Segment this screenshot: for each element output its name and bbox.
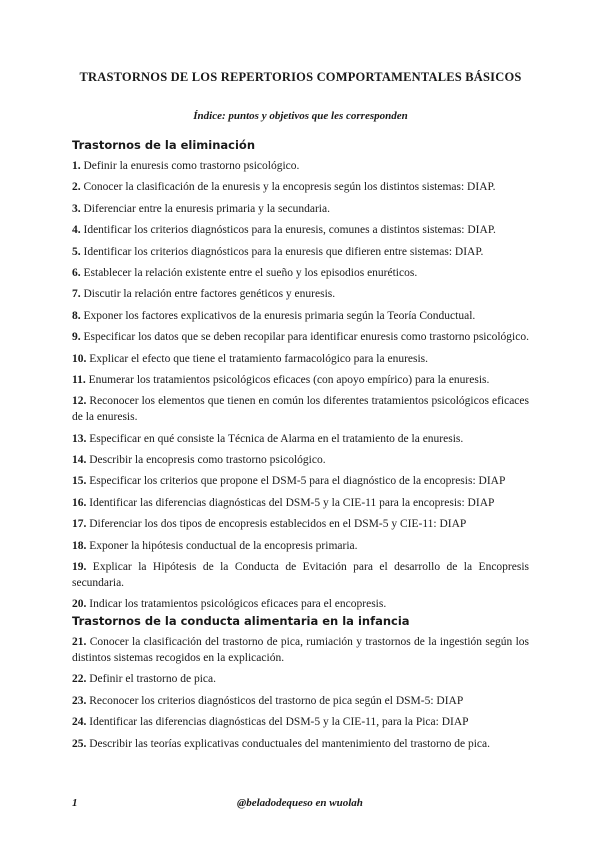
item-number: 6. bbox=[72, 266, 81, 279]
item-number: 14. bbox=[72, 454, 87, 467]
list-item bbox=[72, 495, 529, 511]
item-number: 8. bbox=[72, 309, 81, 322]
item-text: Definir la enuresis como trastorno psicológico. bbox=[80, 160, 300, 172]
item-number: 23. bbox=[72, 694, 87, 707]
list-item bbox=[72, 693, 529, 709]
item-text: Identificar las diferencias diagnósticas del DSM-5 y la CIE-11 para la encopresis: DIAP bbox=[86, 496, 495, 509]
item-number: 19. bbox=[72, 561, 87, 574]
item-text: Conocer la clasificación de la enuresis y la encopresis según los distintos sistemas: DIAP. bbox=[80, 181, 496, 194]
item-number: 3. bbox=[72, 202, 81, 215]
list-item bbox=[72, 714, 529, 730]
item-text: Especificar los datos que se deben recopilar para identificar enuresis como trastorno psicológico. bbox=[80, 331, 529, 344]
list-item bbox=[72, 393, 529, 425]
item-number: 24. bbox=[72, 716, 87, 729]
item-text: Discutir la relación entre factores genéticos y enuresis. bbox=[80, 288, 336, 301]
list-item bbox=[72, 201, 529, 217]
item-text: Establecer la relación existente entre el sueño y los episodios enuréticos. bbox=[80, 266, 418, 279]
list-item bbox=[72, 244, 529, 260]
list-item bbox=[72, 372, 529, 388]
item-text: Explicar el efecto que tiene el tratamiento farmacológico para la enuresis. bbox=[86, 352, 429, 365]
list-item bbox=[72, 431, 529, 447]
item-number: 22. bbox=[72, 673, 87, 686]
list-item bbox=[72, 351, 529, 367]
item-text: Reconocer los criterios diagnósticos del trastorno de pica según el DSM-5: DIAP bbox=[86, 694, 464, 707]
section-conducta-alimentaria bbox=[72, 614, 529, 757]
item-number: 5. bbox=[72, 245, 81, 258]
item-number: 2. bbox=[72, 181, 81, 194]
list-item bbox=[72, 473, 529, 489]
list-item bbox=[72, 736, 529, 752]
section-heading: Trastornos de la conducta alimentaria en la infancia bbox=[72, 614, 410, 628]
item-number: 1. bbox=[72, 160, 81, 172]
item-text: Diferenciar los dos tipos de encopresis establecidos en el DSM-5 y CIE-11: DIAP bbox=[86, 518, 467, 531]
item-text: Exponer los factores explicativos de la enuresis primaria según la Teoría Conductual. bbox=[80, 309, 476, 322]
item-number: 10. bbox=[72, 352, 87, 365]
item-number: 25. bbox=[72, 737, 87, 750]
item-number: 20. bbox=[72, 598, 87, 611]
item-text: Describir las teorías explicativas conductuales del mantenimiento del trastorno de pica. bbox=[86, 737, 491, 750]
list-item bbox=[72, 286, 529, 302]
item-text: Definir el trastorno de pica. bbox=[86, 673, 217, 686]
item-text: Indicar los tratamientos psicológicos eficaces para el encopresis. bbox=[86, 598, 387, 611]
item-number: 18. bbox=[72, 539, 87, 552]
list-item bbox=[72, 222, 529, 238]
document-title: TRASTORNOS DE LOS REPERTORIOS COMPORTAMENTALES BÁSICOS bbox=[79, 70, 522, 84]
item-number: 16. bbox=[72, 496, 87, 509]
document-page bbox=[72, 0, 529, 848]
item-number: 17. bbox=[72, 518, 87, 531]
item-number: 13. bbox=[72, 432, 87, 445]
item-number: 21. bbox=[72, 636, 87, 648]
item-number: 12. bbox=[72, 395, 87, 408]
item-number: 11. bbox=[72, 373, 86, 386]
list-item bbox=[72, 265, 529, 281]
section-eliminacion bbox=[72, 138, 529, 618]
list-item bbox=[72, 596, 529, 612]
document-subtitle: Índice: puntos y objetivos que les corresponden bbox=[193, 110, 408, 122]
list-item bbox=[72, 329, 529, 345]
section-heading: Trastornos de la eliminación bbox=[72, 138, 256, 152]
objectives-list bbox=[72, 158, 529, 612]
list-item bbox=[72, 538, 529, 554]
list-item bbox=[72, 158, 529, 174]
list-item bbox=[72, 452, 529, 468]
item-text: Diferenciar entre la enuresis primaria y la secundaria. bbox=[80, 202, 330, 215]
item-number: 7. bbox=[72, 288, 81, 301]
item-text: Conocer la clasificación del trastorno de pica, rumiación y trastornos de la ingestión según los distintos sistemas recogidos en la explicación. bbox=[72, 636, 529, 664]
item-number: 9. bbox=[72, 331, 81, 344]
item-text: Describir la encopresis como trastorno psicológico. bbox=[86, 454, 326, 467]
list-item bbox=[72, 516, 529, 532]
item-text: Reconocer los elementos que tienen en común los diferentes tratamientos psicológicos eficaces de la enuresis. bbox=[72, 395, 529, 424]
list-item bbox=[72, 634, 529, 666]
footer-credit: @beladodequeso en wuolah bbox=[237, 797, 363, 809]
item-text: Identificar los criterios diagnósticos para la enuresis, comunes a distintos sistemas: DIAP. bbox=[80, 224, 496, 237]
item-text: Especificar los criterios que propone el DSM-5 para el diagnóstico de la encopresis: DIAP bbox=[86, 475, 506, 488]
page-number: 1 bbox=[72, 797, 78, 809]
item-number: 15. bbox=[72, 475, 87, 488]
item-number: 4. bbox=[72, 224, 81, 237]
list-item bbox=[72, 179, 529, 195]
list-item bbox=[72, 671, 529, 687]
item-text: Exponer la hipótesis conductual de la encopresis primaria. bbox=[86, 539, 358, 552]
list-item bbox=[72, 559, 529, 591]
item-text: Identificar las diferencias diagnósticas del DSM-5 y la CIE-11, para la Pica: DIAP bbox=[86, 716, 469, 729]
item-text: Explicar la Hipótesis de la Conducta de Evitación para el desarrollo de la Encopresis secundaria. bbox=[72, 561, 529, 590]
item-text: Enumerar los tratamientos psicológicos eficaces (con apoyo empírico) para la enuresis. bbox=[85, 373, 490, 386]
item-text: Especificar en qué consiste la Técnica de Alarma en el tratamiento de la enuresis. bbox=[86, 432, 464, 445]
item-text: Identificar los criterios diagnósticos para la enuresis que difieren entre sistemas: DIAP. bbox=[80, 245, 484, 258]
objectives-list bbox=[72, 634, 529, 752]
list-item bbox=[72, 308, 529, 324]
